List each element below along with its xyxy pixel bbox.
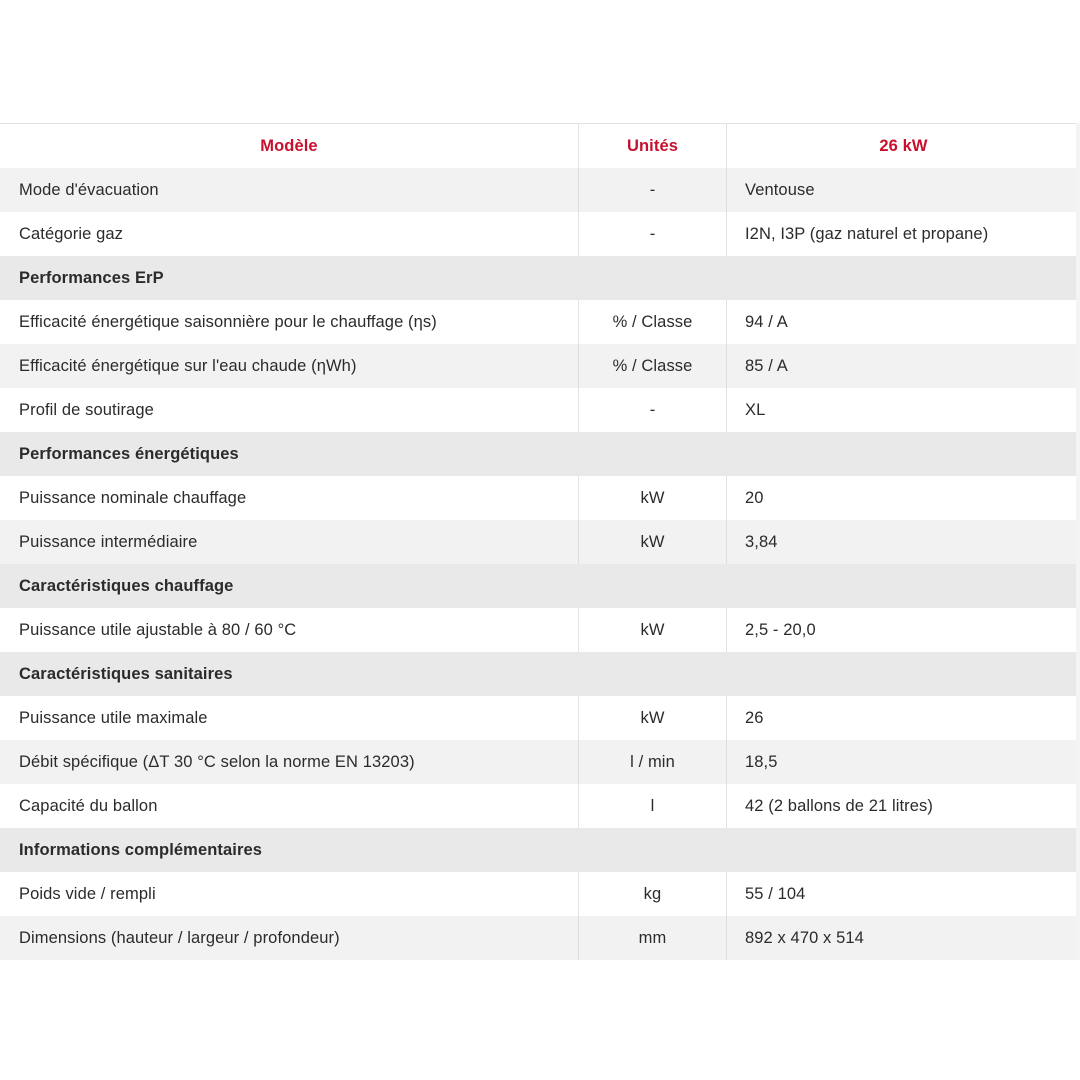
header-model: Modèle [260, 136, 318, 155]
row-unit: kW [578, 608, 726, 652]
row-label: Capacité du ballon [19, 796, 158, 815]
row-value: I2N, I3P (gaz naturel et propane) [726, 212, 1080, 256]
row-unit: - [578, 388, 726, 432]
row-unit: - [578, 212, 726, 256]
row-value: 26 [726, 696, 1080, 740]
section-title: Performances énergétiques [19, 444, 239, 463]
row-value: 2,5 - 20,0 [726, 608, 1080, 652]
row-value: Ventouse [726, 168, 1080, 212]
row-unit: - [578, 168, 726, 212]
row-unit: kW [578, 696, 726, 740]
table-row [0, 696, 1080, 740]
row-value: 20 [726, 476, 1080, 520]
section-row [0, 828, 1080, 872]
row-value: XL [726, 388, 1080, 432]
row-value: 18,5 [726, 740, 1080, 784]
row-label: Profil de soutirage [19, 400, 154, 419]
table-row [0, 872, 1080, 916]
row-value: 3,84 [726, 520, 1080, 564]
table-header [0, 124, 1080, 168]
row-unit: l [578, 784, 726, 828]
table-body [0, 168, 1080, 960]
table-edge [1076, 123, 1080, 959]
header-units: Unités [578, 124, 726, 168]
section-title: Informations complémentaires [19, 840, 263, 859]
row-label: Débit spécifique (ΔT 30 °C selon la norme EN 13203) [19, 752, 415, 771]
row-label: Catégorie gaz [19, 224, 124, 243]
table-row [0, 520, 1080, 564]
row-label: Poids vide / rempli [19, 884, 156, 903]
row-unit: kW [578, 476, 726, 520]
section-title: Caractéristiques chauffage [19, 576, 234, 595]
row-unit: % / Classe [578, 344, 726, 388]
row-label: Puissance utile maximale [19, 708, 208, 727]
table-row [0, 608, 1080, 652]
section-title: Caractéristiques sanitaires [19, 664, 233, 683]
row-value: 42 (2 ballons de 21 litres) [726, 784, 1080, 828]
row-label: Mode d'évacuation [19, 180, 159, 199]
spec-table [0, 123, 1080, 960]
row-label: Efficacité énergétique saisonnière pour le chauffage (ηs) [19, 312, 437, 331]
row-label: Puissance utile ajustable à 80 / 60 °C [19, 620, 297, 639]
table-row [0, 344, 1080, 388]
section-row [0, 652, 1080, 696]
row-value: 85 / A [726, 344, 1080, 388]
row-value: 892 x 470 x 514 [726, 916, 1080, 960]
row-unit: mm [578, 916, 726, 960]
row-label: Efficacité énergétique sur l'eau chaude (ηWh) [19, 356, 357, 375]
row-unit: kg [578, 872, 726, 916]
row-unit: % / Classe [578, 300, 726, 344]
section-title: Performances ErP [19, 268, 164, 287]
table-row [0, 916, 1080, 960]
table-row [0, 476, 1080, 520]
row-label: Puissance nominale chauffage [19, 488, 247, 507]
table-row [0, 784, 1080, 828]
row-unit: kW [578, 520, 726, 564]
row-label: Puissance intermédiaire [19, 532, 198, 551]
table-row [0, 740, 1080, 784]
section-row [0, 256, 1080, 300]
table-row [0, 388, 1080, 432]
table-row [0, 212, 1080, 256]
section-row [0, 564, 1080, 608]
header-value: 26 kW [726, 124, 1080, 168]
row-unit: l / min [578, 740, 726, 784]
table-row [0, 168, 1080, 212]
section-row [0, 432, 1080, 476]
table-row [0, 300, 1080, 344]
row-label: Dimensions (hauteur / largeur / profondeur) [19, 928, 340, 947]
row-value: 55 / 104 [726, 872, 1080, 916]
row-value: 94 / A [726, 300, 1080, 344]
